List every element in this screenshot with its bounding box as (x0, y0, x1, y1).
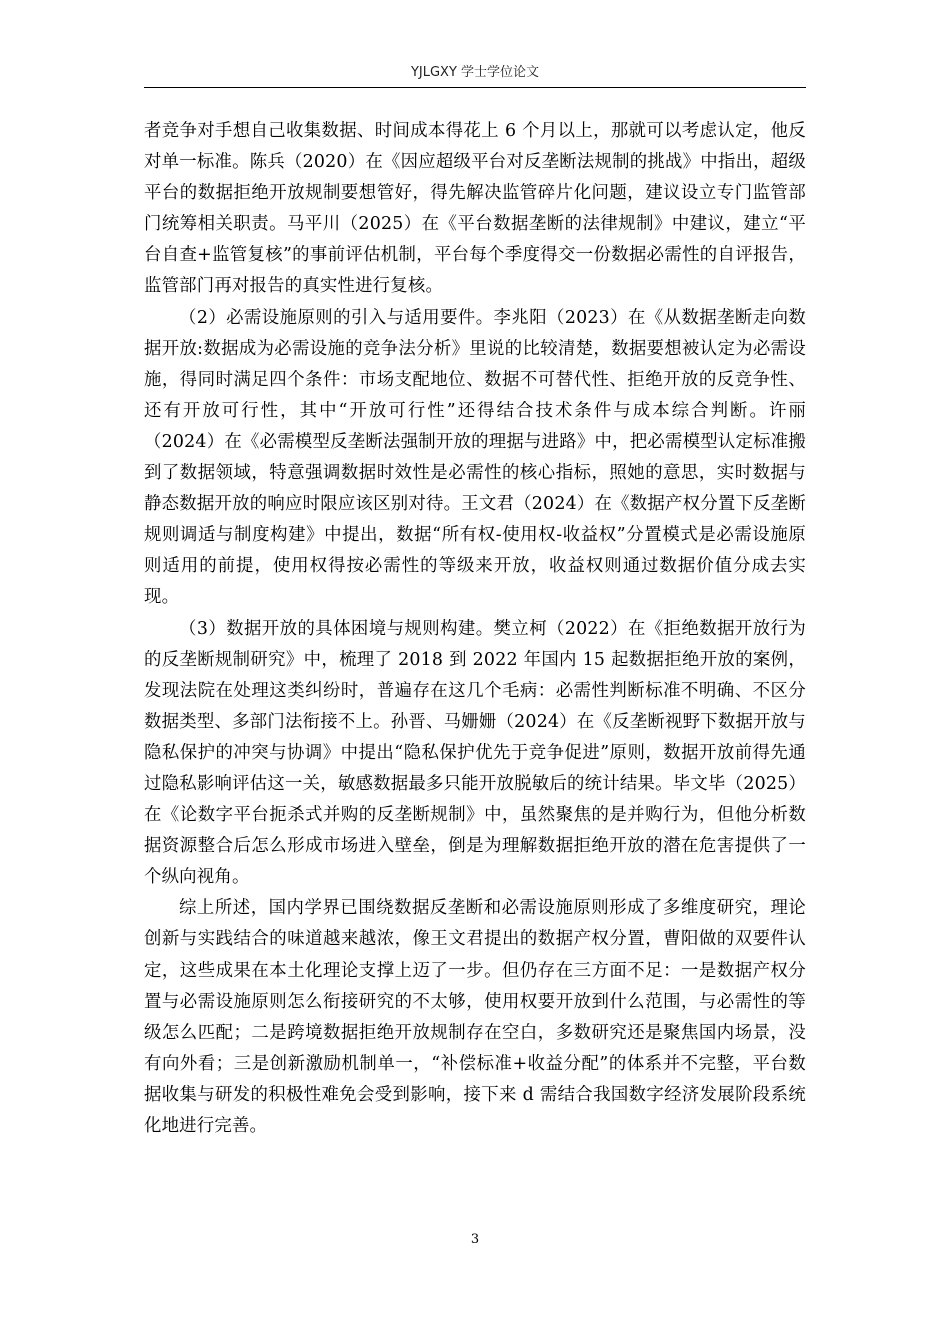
paragraph-summary: 综上所述，国内学界已围绕数据反垄断和必需设施原则形成了多维度研究，理论创新与实践结合的味道越来越浓，像王文君提出的数据产权分置，曹阳做的双要件认定，这些成果在本土化理论支撑上迈了一步。但仍存在三方面不足：一是数据产权分置与必需设施原则怎么衔接研究的不太够，使用权要开放到什么范围，与必需性的等级怎么匹配；二是跨境数据拒绝开放规制存在空白，多数研究还是聚焦国内场景，没有向外看；三是创新激励机制单一，“补偿标准+收益分配”的体系并不完整，平台数据收集与研发的积极性难免会受到影响，接下来 d 需结合我国数字经济发展阶段系统化地进行完善。 (144, 898, 806, 1136)
paragraph-continuation: 者竞争对手想自己收集数据、时间成本得花上 6 个月以上，那就可以考虑认定，他反对单一标准。陈兵（2020）在《因应超级平台对反垄断法规制的挑战》中指出，超级平台的数据拒绝开放规制要想管好，得先解决监管碎片化问题，建议设立专门监管部门统筹相关职责。马平川（2025）在《平台数据垄断的法律规制》中建议，建立“平台自查+监管复核”的事前评估机制，平台每个季度得交一份数据必需性的自评报告，监管部门再对报告的真实性进行复核。 (144, 121, 806, 297)
header-title: YJLGXY 学士学位论文 (410, 65, 540, 80)
body-text (144, 116, 806, 1142)
page-number: 3 (470, 1232, 480, 1247)
paragraph-data-opening: （3）数据开放的具体困境与规则构建。樊立柯（2022）在《拒绝数据开放行为的反垄断规制研究》中，梳理了 2018 到 2022 年国内 15 起数据拒绝开放的案例，发现法院在处理这类纠纷时，普遍存在这几个毛病：必需性判断标准不明确、不区分数据类型、多部门法衔接不上。孙晋、马姗姗（2024）在《反垄断视野下数据开放与隐私保护的冲突与协调》中提出“隐私保护优先于竞争促进”原则，数据开放前得先通过隐私影响评估这一关，敏感数据最多只能开放脱敏后的统计结果。毕文毕（2025）在《论数字平台扼杀式并购的反垄断规制》中，虽然聚焦的是并购行为，但他分析数据资源整合后怎么形成市场进入壁垒，倒是为理解数据拒绝开放的潜在危害提供了一个纵向视角。 (144, 618, 806, 888)
paragraph-essential-facility: （2）必需设施原则的引入与适用要件。李兆阳（2023）在《从数据垄断走向数据开放:数据成为必需设施的竞争法分析》里说的比较清楚，数据要想被认定为必需设施，得同时满足四个条件：市场支配地位、数据不可替代性、拒绝开放的反竞争性、还有开放可行性，其中“开放可行性”还得结合技术条件与成本综合判断。许丽（2024）在《必需模型反垄断法强制开放的理据与进路》中，把必需模型认定标准搬到了数据领域，特意强调数据时效性是必需性的核心指标，照她的意思，实时数据与静态数据开放的响应时限应该区别对待。王文君（2024）在《数据产权分置下反垄断规则调适与制度构建》中提出，数据“所有权-使用权-收益权”分置模式是必需设施原则适用的前提，使用权得按必需性的等级来开放，收益权则通过数据价值分成去实现。 (144, 307, 806, 608)
header-rule (144, 87, 806, 88)
